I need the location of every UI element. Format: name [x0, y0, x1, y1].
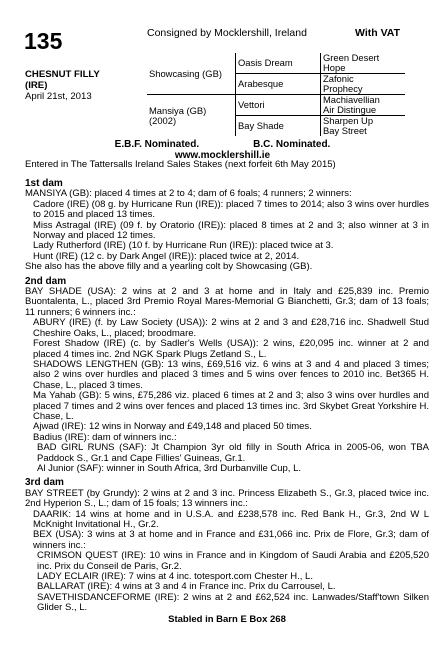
pedigree-line: Miss Astragal (IRE) (09 f. by Oratorio (IRE)): placed 8 times at 2 and 3; also winner at 3 in Norway and placed 12 times. — [33, 219, 429, 242]
pedigree-sss: Green Desert — [321, 53, 406, 63]
pedigree-dss: Machiavellian — [321, 95, 406, 106]
first-dam-heading: 1st dam — [25, 178, 63, 189]
pedigree-line: BAY SHADE (USA): 2 wins at 2 and 3 at home and in Italy and £25,839 inc. Premio Buontalenta, L., placed 3rd Premio Royal Mares-Memorial G Bianchetti, Gr.3; dam of 13 foals; 11 runners; 6 winners inc.: — [25, 286, 429, 318]
pedigree-line: Cadore (IRE) (08 g. by Hurricane Run (IRE)): placed 7 times to 2014; also 3 wins over hurdles to 2015 and placed 13 times. — [33, 198, 429, 221]
pedigree-line: ABURY (IRE) (f. by Law Society (USA)): 2 wins at 2 and 3 and £28,716 inc. Shadwell Stud Cheshire Oaks, L., placed; broodmare. — [33, 317, 429, 339]
pedigree-line: BAD GIRL RUNS (SAF): Jt Champion 3yr old filly in South Africa in 2005-06, won TBA Paddock S., Gr.1 and Cape Fillies' Guineas, Gr.1. — [37, 442, 429, 464]
pedigree-line: Forest Shadow (IRE) (c. by Sadler's Wells (USA)): 2 wins, £20,095 inc. winner at 2 and placed 4 times inc. 2nd NGK Spark Plugs Zetland S., L. — [33, 338, 429, 360]
pedigree-line: Ma Yahab (GB): 5 wins, £75,286 viz. placed 6 times at 2 and 3; also 3 wins over hurdles and placed 7 times and 2 wins over fences and placed 13 times inc. 3rd Skybet Great Yorkshire H. Chase, L. — [33, 390, 429, 422]
horse-country: (IRE) — [25, 80, 48, 91]
pedigree-line: Badius (IRE): dam of winners inc.: — [33, 431, 177, 443]
pedigree-line: Hunt (IRE) (12 c. by Dark Angel (IRE)): placed twice at 2, 2014. — [33, 250, 300, 262]
nominations — [0, 139, 445, 161]
ebf-nomination: E.B.F. Nominated. — [114, 139, 200, 150]
second-dam-section — [25, 287, 429, 474]
pedigree-dam-sire: Vettori — [236, 95, 321, 116]
pedigree-dam: Mansiya (GB) (2002) — [147, 95, 236, 137]
pedigree-dds: Sharpen Up — [321, 116, 406, 127]
pedigree-sire-sire: Oasis Dream — [236, 53, 321, 74]
pedigree-line: LADY ECLAIR (IRE): 7 wins at 4 inc. totesport.com Chester H., L. — [37, 571, 313, 583]
horse-header — [25, 69, 100, 102]
pedigree-line: Ajwad (IRE): 12 wins in Norway and £49,148 and placed 50 times. — [33, 421, 312, 433]
pedigree-line: DAARIK: 14 wins at home and in U.S.A. and £238,578 inc. Red Bank H., Gr.3, 2nd W L McKnight Invitational H., Gr.2. — [33, 508, 429, 530]
pedigree-line: SHADOWS LENGTHEN (GB): 13 wins, £69,516 viz. 6 wins at 3 and 4 and placed 3 times; also 2 wins over hurdles and placed 3 times and 5 wins over fences to 2010 inc. Bet365 H. Chase, L., placed 3 times. — [33, 358, 429, 391]
pedigree-line: MANSIYA (GB): placed 4 times at 2 to 4; dam of 6 foals; 4 runners; 2 winners: — [25, 188, 352, 200]
third-dam-heading: 3rd dam — [25, 477, 64, 489]
pedigree-line: SAVETHISDANCEFORME (IRE): 2 wins at 2 and £62,524 inc. Lanwades/Staff'town Silken Glider S., L. — [37, 591, 429, 614]
horse-name: CHESNUT FILLY — [25, 69, 100, 80]
pedigree-line: BAY STREET (by Grundy): 2 wins at 2 and 3 inc. Princess Elizabeth S., Gr.3, placed twice inc. 2nd Hyperion S., L.; dam of 15 foals; 13 winners inc.: — [25, 487, 429, 510]
pedigree-notes — [25, 179, 429, 625]
pedigree-ddd: Bay Street — [321, 126, 406, 136]
first-dam-section — [25, 189, 429, 272]
pedigree-sds: Zafonic — [321, 74, 406, 85]
pedigree-sire: Showcasing (GB) — [149, 67, 222, 79]
pedigree-dam-dam: Bay Shade — [236, 116, 321, 137]
consignor: Consigned by Mocklershill, Ireland — [147, 27, 307, 39]
bc-nomination: B.C. Nominated. — [253, 139, 331, 150]
pedigree-sire-dam: Arabesque — [236, 74, 321, 95]
third-dam-section — [25, 489, 429, 614]
stabling-info: Stabled in Barn E Box 268 — [168, 613, 286, 625]
pedigree-line: She also has the above filly and a yearling colt by Showcasing (GB). — [25, 261, 313, 273]
pedigree-line: BEX (USA): 3 wins at 3 at home and in France and £31,066 inc. Prix de Flore, Gr.3; dam of winners inc.: — [33, 529, 429, 551]
second-dam-heading: 2nd dam — [25, 275, 67, 287]
pedigree-table — [147, 53, 405, 136]
vat-status: With VAT — [355, 27, 401, 39]
pedigree-sdd: Prophecy — [321, 84, 406, 95]
pedigree-line: BALLARAT (IRE): 4 wins at 3 and 4 in France inc. Prix du Carrousel, L. — [37, 581, 336, 593]
pedigree-line: Lady Rutherford (IRE) (10 f. by Hurricane Run (IRE)): placed twice at 3. — [33, 240, 334, 252]
foaling-date: April 21st, 2013 — [25, 91, 92, 102]
pedigree-line: CRIMSON QUEST (IRE): 10 wins in France and in Kingdom of Saudi Arabia and £205,520 inc. Prix du Conseil de Paris, Gr.2. — [37, 550, 429, 572]
lot-number: 135 — [24, 28, 63, 54]
pedigree-ssd: Hope — [321, 63, 406, 74]
pedigree-line: Al Junior (SAF): winner in South Africa, 3rd Durbanville Cup, L. — [37, 462, 302, 474]
sales-stakes-entry: Entered in The Tattersalls Ireland Sales Stakes (next forfeit 6th May 2015) — [25, 159, 336, 170]
website: www.mocklershill.ie — [174, 150, 271, 161]
pedigree-dsd: Air Distingue — [321, 105, 406, 116]
